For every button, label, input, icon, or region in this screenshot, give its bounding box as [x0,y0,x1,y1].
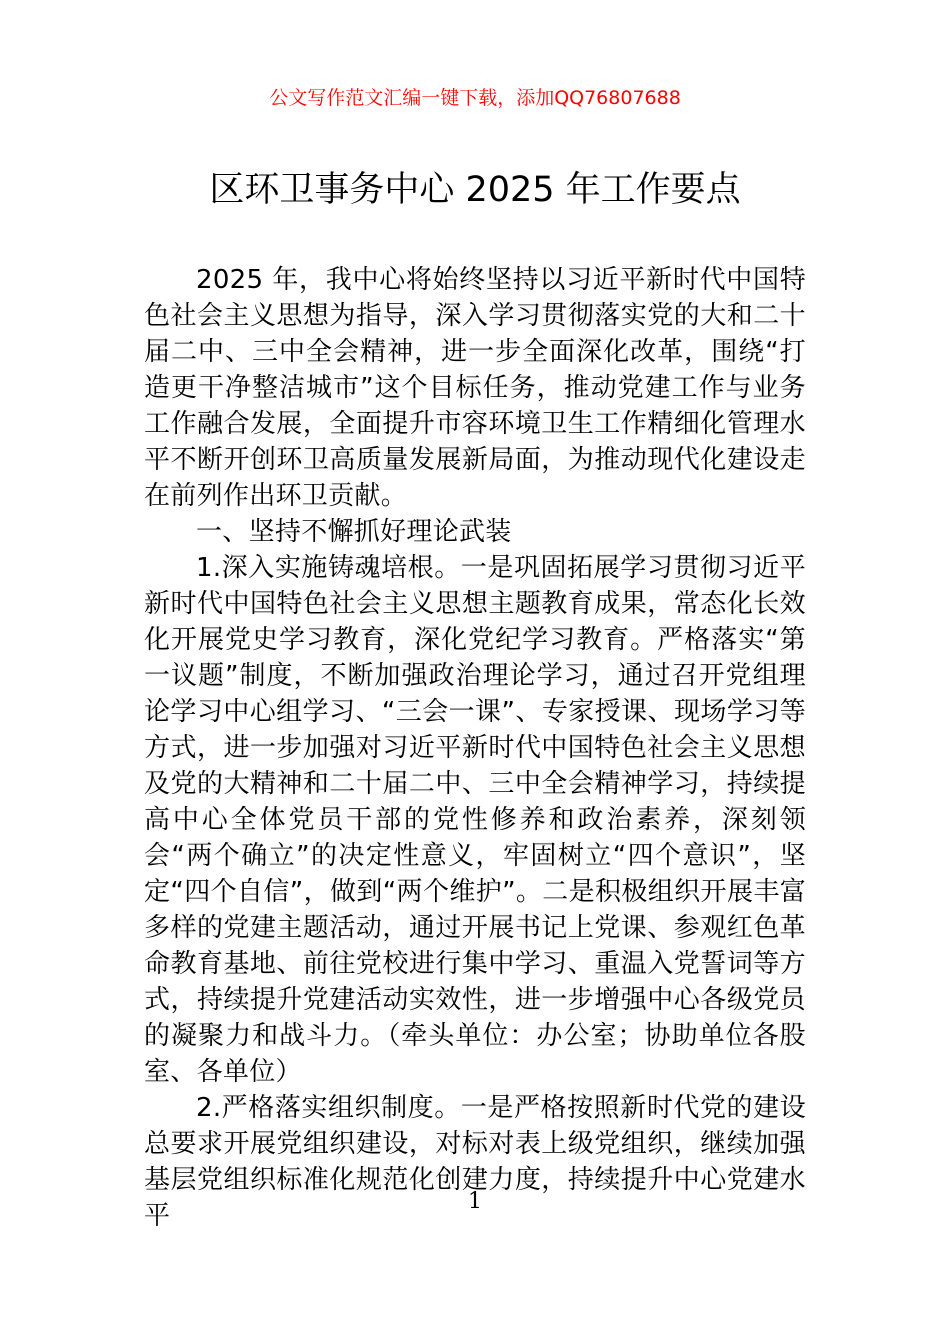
intro-paragraph: 2025 年，我中心将始终坚持以习近平新时代中国特色社会主义思想为指导，深入学习贯彻落实党的大和二十届二中、三中全会精神，进一步全面深化改革，围绕“打造更干净整洁城市”这个目标任务，推动党建工作与业务工作融合发展，全面提升市容环境卫生工作精细化管理水平不断开创环卫高质量发展新局面，为推动现代化建设走在前列作出环卫贡献。 [144,265,806,511]
document-title: 区环卫事务中心 2025 年工作要点 [209,170,741,210]
section-heading-1: 一、坚持不懈抓好理论武装 [196,517,512,547]
item-2-paragraph: 2.严格落实组织制度。一是严格按照新时代党的建设总要求开展党组织建设，对标对表上级党组织，继续加强基层党组织标准化规范化创建力度，持续提升中心党建水平 [144,1093,806,1231]
item-1-paragraph: 1.深入实施铸魂培根。一是巩固拓展学习贯彻习近平新时代中国特色社会主义思想主题教育成果，常态化长效化开展党史学习教育，深化党纪学习教育。严格落实“第一议题”制度，不断加强政治理论学习，通过召开党组理论学习中心组学习、“三会一课”、专家授课、现场学习等方式，进一步加强对习近平新时代中国特色社会主义思想及党的大精神和二十届二中、三中全会精神学习，持续提高中心全体党员干部的党性修养和政治素养，深刻领会“两个确立”的决定性意义，牢固树立“四个意识”，坚定“四个自信”，做到“两个维护”。二是积极组织开展丰富多样的党建主题活动，通过开展书记上党课、参观红色革命教育基地、前往党校进行集中学习、重温入党誓词等方式，持续提升党建活动实效性，进一步增强中心各级党员的凝聚力和战斗力。（牵头单位：办公室；协助单位各股室、各单位） [144,553,806,1087]
document-body [144,262,806,1234]
download-promo-note: 公文写作范文汇编一键下载，添加QQ76807688 [269,87,681,109]
page-number: 1 [468,1189,482,1214]
